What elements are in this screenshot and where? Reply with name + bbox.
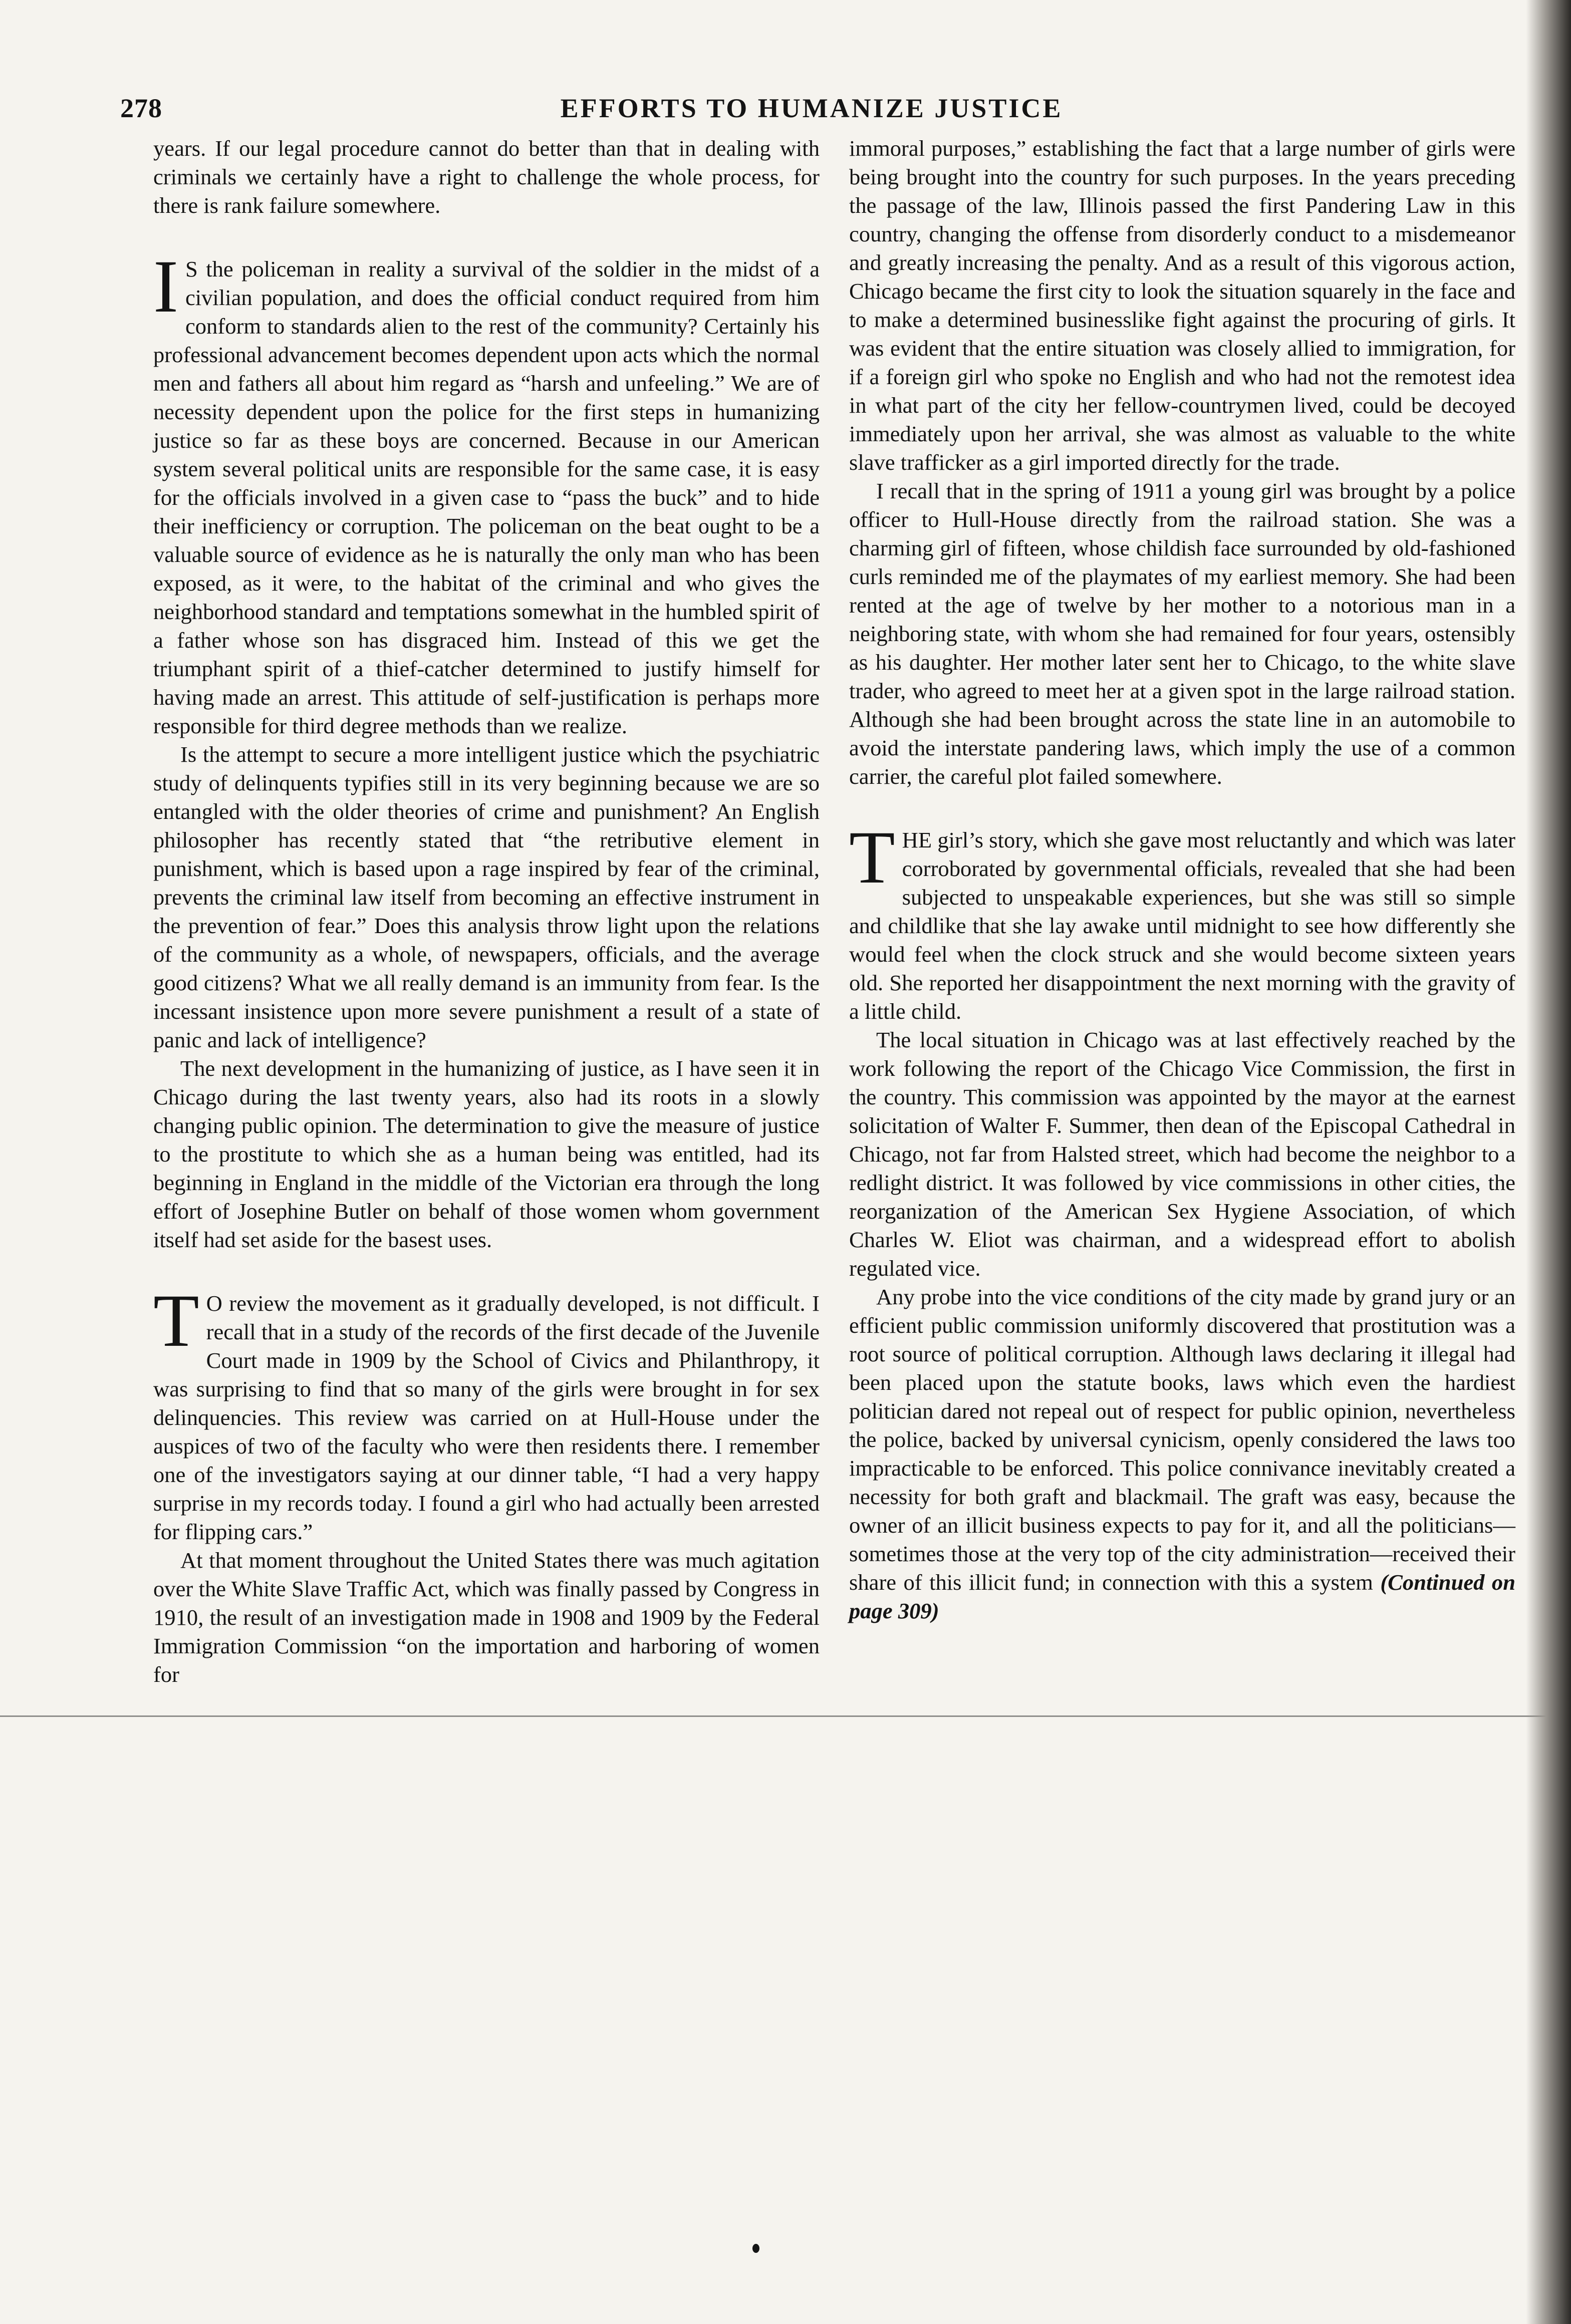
continued-note: (Continued on page 309) — [849, 1570, 1515, 1623]
paragraph — [849, 1283, 1515, 1625]
paragraph-dropcap — [153, 245, 820, 740]
paragraph-text: S the policeman in reality a survival of the soldier in the midst of a civilian population, and does the official conduct required from him conform to standards alien to the rest of the community? Certainly his professional advancement becomes dependent upon acts which the normal men and fathers all about him regard as “harsh and unfeeling.” We are of necessity dependent upon the police for the first steps in humanizing justice so far as these boys are concerned. Because in our American system several political units are responsible for the same case, it is easy for the officials involved in a given case to “pass the buck” and to hide their inefficiency or corruption. The policeman on the beat ought to be a valuable source of evidence as he is naturally the only man who has been exposed, as it were, to the habitat of the criminal and who gives the neighborhood standard and temptations somewhat in the humbled spirit of a father whose son has disgraced him. Instead of this we get the triumphant spirit of a thief-catcher determined to justify himself for having made an arrest. This attitude of self-justification is perhaps more responsible for third degree methods than we realize. — [153, 256, 820, 738]
scan-edge-shadow — [1526, 0, 1571, 2324]
scan-fold-line — [0, 1715, 1571, 1717]
running-title: EFFORTS TO HUMANIZE JUSTICE — [560, 93, 1063, 123]
drop-cap: T — [153, 1279, 199, 1362]
paragraph-dropcap — [849, 816, 1515, 1026]
drop-cap: T — [849, 816, 895, 899]
paragraph-text: Any probe into the vice conditions of the city made by grand jury or an efficient public commission uniformly discovered that prostitution was a root source of political corruption. Although laws declaring it illegal had been placed upon the statute books, laws which even the hardiest politician dared not repeal out of respect for public opinion, nevertheless the police, backed by universal cynicism, openly considered the laws too impracticable to be enforced. This police connivance inevitably created a necessity for both graft and blackmail. The graft was easy, because the owner of an illicit business expects to pay for it, and all the politicians—sometimes those at the very top of the city administration—received their share of this illicit fund; in connection with this a system — [849, 1284, 1515, 1595]
paragraph: Is the attempt to secure a more intelligent justice which the psychiatric study of delinquents typifies still in its very beginning because we are so entangled with the older theories of crime and punishment? An English philosopher has recently stated that “the retributive element in punishment, which is based upon a rage inspired by fear of the criminal, prevents the criminal law itself from becoming an effective instrument in the prevention of fear.” Does this analysis throw light upon the relations of the community as a whole, of newspapers, officials, and the average good citizens? What we all really demand is an immunity from fear. Is the incessant insistence upon more severe punishment a result of a state of panic and lack of intelligence? — [153, 742, 820, 1052]
paragraph: years. If our legal procedure cannot do better than that in dealing with criminals we certainly have a right to challenge the whole process, for there is rank failure somewhere. — [153, 136, 820, 218]
paragraph: I recall that in the spring of 1911 a young girl was brought by a police officer to Hull-House directly from the railroad station. She was a charming girl of fifteen, whose childish face surrounded by old-fashioned curls reminded me of the playmates of my earliest memory. She had been rented at the age of twelve by her mother to a notorious man in a neighboring state, with whom she had remained for four years, ostensibly as his daughter. Her mother later sent her to Chicago, to the white slave trader, who agreed to meet her at a given spot in the large railroad station. Although she had been brought across the state line in an automobile to avoid the interstate pandering laws, which imply the use of a common carrier, the careful plot failed somewhere. — [849, 478, 1515, 789]
paragraph-text: O review the movement as it gradually developed, is not difficult. I recall that in a study of the records of the first decade of the Juvenile Court made in 1909 by the School of Civics and Philanthropy, it was surprising to find that so many of the girls were brought in for sex delinquencies. This review was carried on at Hull-House under the auspices of two of the faculty who were then residents there. I remember one of the investigators saying at our dinner table, “I had a very happy surprise in my records today. I found a girl who had actually been arrested for flipping cars.” — [153, 1291, 820, 1544]
left-column — [153, 134, 820, 1689]
page-dot-mark — [752, 2244, 759, 2253]
page-header — [120, 93, 1503, 133]
paragraph: The next development in the humanizing of justice, as I have seen it in Chicago during the last twenty years, also had its roots in a slowly changing public opinion. The determination to give the measure of justice to the prostitute to which she as a human being was entitled, had its beginning in England in the middle of the Victorian era through the long effort of Josephine Butler on behalf of those women whom government itself had set aside for the basest uses. — [153, 1056, 820, 1252]
paragraph-dropcap — [153, 1279, 820, 1546]
right-column — [849, 134, 1515, 1625]
paragraph: immoral purposes,” establishing the fact that a large number of girls were being brought into the country for such purposes. In the years preceding the passage of the law, Illinois passed the first Pandering Law in this country, changing the offense from disorderly conduct to a misdemeanor and greatly increasing the penalty. And as a result of this vigorous action, Chicago became the first city to look the situation squarely in the face and to make a determined businesslike fight against the procuring of girls. It was evident that the entire situation was closely allied to immigration, for if a foreign girl who spoke no English and who had not the remotest idea in what part of the city her fellow-countrymen lived, could be decoyed immediately upon her arrival, she was almost as valuable to the white slave trafficker as a girl imported directly for the trade. — [849, 136, 1515, 475]
paragraph: The local situation in Chicago was at last effectively reached by the work following the report of the Chicago Vice Commission, the first in the country. This commission was appointed by the mayor at the earnest solicitation of Walter F. Summer, then dean of the Episcopal Cathedral in Chicago, not far from Halsted street, which had become the neighbor to a redlight district. It was followed by vice commissions in other cities, the reorganization of the American Sex Hygiene Association, of which Charles W. Eliot was chairman, and a widespread effort to abolish regulated vice. — [849, 1027, 1515, 1281]
paragraph: At that moment throughout the United States there was much agitation over the White Slave Traffic Act, which was finally passed by Congress in 1910, the result of an investigation made in 1908 and 1909 by the Federal Immigration Commission “on the importation and harboring of women for — [153, 1548, 820, 1687]
drop-cap: I — [153, 245, 178, 328]
paragraph-text: HE girl’s story, which she gave most reluctantly and which was later corroborated by governmental officials, revealed that she had been subjected to unspeakable experiences, but she was still so simple and childlike that she lay awake until midnight to see how differently she would feel when the clock struck and she would become sixteen years old. She reported her disappointment the next morning with the gravity of a little child. — [849, 827, 1515, 1024]
page-number: 278 — [120, 93, 162, 123]
